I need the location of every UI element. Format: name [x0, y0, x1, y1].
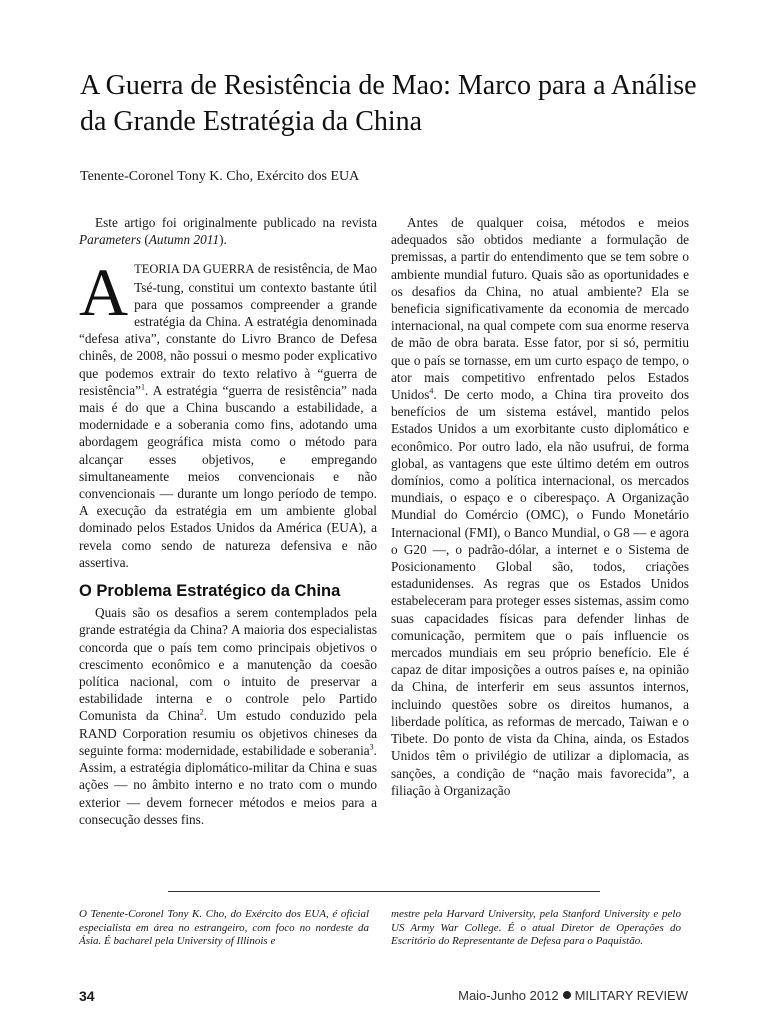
- footnote-ref: 4: [429, 386, 434, 396]
- section-heading: O Problema Estratégico da China: [79, 582, 341, 601]
- journal-name: Parameters: [79, 232, 142, 248]
- article-author: Tenente-Coronel Tony K. Cho, Exército dos EUA: [80, 169, 360, 184]
- author-bio-left: O Tenente-Coronel Tony K. Cho, do Exército dos EUA, é oficial especialista em área no estrangeiro, com foco no nordeste da Ásia. É bacharel pela University of Illinois e: [79, 908, 369, 947]
- bullet-icon: [563, 991, 571, 999]
- body-paragraph: Antes de qualquer coisa, métodos e meios adequados são obtidos mediante a formulação de premissas, a partir do entendimento que se tem sobre o ambiente mundial futuro. Quais são as oportunidades e os desafios da China, no atual ambiente? Ela se beneficia significativamente da economia de mercado internacional, na qual compete com sua enorme reserva de mão de obra barata. Esse fator, por si só, permitiu que o país se tornasse, em um curto espaço de tempo, o ator mais competitivo enfrentado pelos Estados Unidos$^4$. De certo modo, a China tira proveito dos benefícios de um sistema estável, mantido pelos Estados Unidos a um exorbitante custo diplomático e econômico. Por outro lado, ela não usufrui, de forma global, as vantagens que este último detém em outros domínios, como a política internacional, os mercados mundiais, o espaço e o ciberespaço. A Organização Mundial do Comércio (OMC), o Fundo Monetário Internacional (FMI), o Banco Mundial, o G8 — e agora o G20 —, o padrão-dólar, a internet e o Sistema de Posicionamento Global são, todos, criações estadunidenses. As regras que os Estados Unidos estabeleceram para proteger esses sistemas, assim como suas capacidades físicas para defender linhas de comunicação, permitem que o país influencie os mercados mundiais em seu próprio benefício. Ele é capaz de ditar imposições a outros países e, na opinião da China, de interferir em seus assuntos internos, incluindo questões sobre os direitos humanos, a liberdade política, as reformas de mercado, Taiwan e o Tibete. Do ponto de vista da China, ainda, os Estados Unidos têm o privilégio de utilizar a diplomacia, as sanções, a condição de “nação mais favorecida”, a filiação à Organização: [391, 215, 689, 798]
- author-bio-right: mestre pela Harvard University, pela Stanford University e pelo US Army War College. É o atual Diretor de Operações do Escritório do Representante de Defesa para o Paquistão.: [391, 908, 681, 947]
- drop-cap: A: [79, 254, 129, 331]
- footnote-divider: [168, 891, 600, 892]
- issue-date: Maio-Junho 2012: [458, 988, 559, 1003]
- right-column: [391, 214, 689, 799]
- lead-paragraph: ATEORIA DA GUERRA de resistência, de Mao Tsé-tung, constitui um contexto bastante útil para que possamos compreender a grande estratégia da China. A estratégia denominada “defesa ativa”, constante do Livro Branco de Defesa chinês, de 2008, não possui o mesmo poder explicativo que podemos extrair do texto relativo à “guerra de resistência”$^1$. A estratégia “guerra de resistência” nada mais é do que a China buscando a estabilidade, a modernidade e a soberania como fins, adotando uma abordagem geográfica mista como o método para alcançar esses objetivos, e empregando simultaneamente meios convencionais e não convencionais — durante um longo período de tempo. A execução da estratégia em um ambiente global dominado pelos Estados Unidos da América (EUA), a revela como sendo de natureza defensiva e não assertiva.: [79, 254, 377, 570]
- running-footer: [458, 988, 688, 1003]
- footnote-ref: 2: [199, 708, 204, 718]
- journal-issue: Autumn 2011: [148, 232, 220, 248]
- body-paragraph: Quais são os desafios a serem contemplados pela grande estratégia da China? A maioria dos especialistas concorda que o país tem como principais objetivos o crescimento econômico e a manutenção da coesão política nacional, com o intuito de preservar a estabilidade interna e o controle pelo Partido Comunista da China$^2$. Um estudo conduzido pela RAND Corporation resumiu os objetivos chineses da seguinte forma: modernidade, estabilidade e soberania$^3$. Assim, a estratégia diplomático-militar da China e suas ações — no âmbito interno e no trato com o mundo exterior — devem fornecer métodos e meios para a consecução desses fins.: [79, 605, 377, 827]
- publication-note: Este artigo foi originalmente publicado na revista Parameters (Autumn 2011).: [79, 215, 377, 248]
- footnote-ref: 1: [141, 382, 146, 392]
- page-number: 34: [79, 988, 95, 1004]
- footnote-ref: 3: [369, 742, 374, 752]
- left-column: [79, 214, 377, 828]
- publication-name: MILITARY REVIEW: [574, 988, 688, 1003]
- article-title: A Guerra de Resistência de Mao: Marco para a Análise da Grande Estratégia da China: [80, 70, 697, 137]
- lead-smallcaps: TEORIA DA GUERRA: [134, 262, 255, 277]
